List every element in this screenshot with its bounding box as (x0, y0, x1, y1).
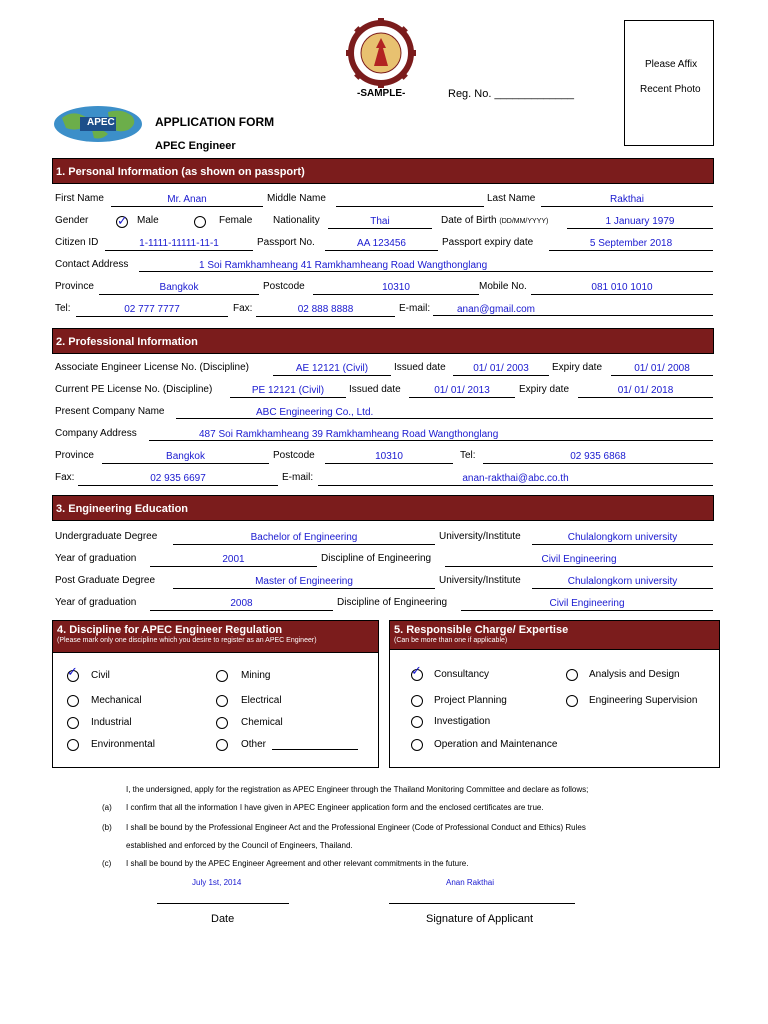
passport-field[interactable]: AA 123456 (325, 237, 438, 251)
declaration-intro: I, the undersigned, apply for the registration as APEC Engineer through the Thailand Monitoring Committee and declare as follows; (126, 785, 589, 794)
province-label: Province (55, 281, 94, 292)
pg-discipline-label: Discipline of Engineering (337, 597, 448, 608)
ug-uni-label: University/Institute (439, 531, 521, 542)
company-email-label: E-mail: (282, 472, 314, 483)
fax-label: Fax: (233, 303, 253, 314)
nationality-label: Nationality (273, 215, 320, 226)
ug-degree-field[interactable]: Bachelor of Engineering (173, 531, 435, 545)
assoc-license-field[interactable]: AE 12121 (Civil) (273, 362, 391, 376)
declaration-b-mark: (b) (102, 823, 112, 832)
pe-expiry-field[interactable]: 01/ 01/ 2018 (578, 384, 713, 398)
section5-note: (Can be more than one if applicable) (394, 637, 508, 644)
expertise-consultancy-label: Consultancy (434, 669, 490, 680)
pg-uni-label: University/Institute (439, 575, 521, 586)
pe-expiry-label: Expiry date (519, 384, 570, 395)
seal-logo (346, 18, 416, 88)
gender-female-radio[interactable] (194, 216, 206, 228)
apec-logo-text: APEC (87, 117, 115, 128)
last-name-label: Last Name (487, 193, 536, 204)
pe-license-field[interactable]: PE 12121 (Civil) (230, 384, 346, 398)
gender-male-label: Male (137, 215, 159, 226)
pe-issued-field[interactable]: 01/ 01/ 2013 (409, 384, 515, 398)
section5-header (389, 620, 720, 650)
pg-degree-field[interactable]: Master of Engineering (173, 575, 435, 589)
assoc-license-label: Associate Engineer License No. (Discipline) (55, 362, 249, 373)
ug-year-label: Year of graduation (55, 553, 137, 564)
section4-note: (Please mark only one discipline which you desire to register as an APEC Engineer) (57, 637, 317, 644)
company-email-field[interactable]: anan-rakthai@abc.co.th (318, 472, 713, 486)
email-label: E-mail: (399, 303, 431, 314)
ug-discipline-field[interactable]: Civil Engineering (445, 553, 713, 567)
expertise-analysis-label: Analysis and Design (589, 669, 680, 680)
company-province-field[interactable]: Bangkok (102, 450, 269, 464)
pe-license-label: Current PE License No. (Discipline) (55, 384, 213, 395)
address-field[interactable]: 1 Soi Ramkhamheang 41 Ramkhamheang Road Wangthonglang (139, 259, 713, 272)
mobile-label: Mobile No. (479, 281, 527, 292)
expertise-investigation-label: Investigation (434, 716, 491, 727)
company-postcode-label: Postcode (273, 450, 315, 461)
gender-label: Gender (55, 215, 89, 226)
date-value[interactable]: July 1st, 2014 (192, 878, 242, 887)
assoc-issued-label: Issued date (394, 362, 446, 373)
pg-year-field[interactable]: 2008 (150, 597, 333, 611)
expertise-supervision-label: Engineering Supervision (589, 695, 698, 706)
passport-expiry-field[interactable]: 5 September 2018 (549, 237, 713, 251)
discipline-civil-label: Civil (91, 670, 110, 681)
email-field[interactable]: anan@gmail.com (433, 303, 713, 316)
pg-degree-label: Post Graduate Degree (55, 575, 156, 586)
discipline-other-radio[interactable] (216, 739, 228, 751)
nationality-field[interactable]: Thai (328, 215, 432, 229)
declaration-c-mark: (c) (102, 859, 112, 868)
discipline-civil-check-icon: ✓ (67, 664, 78, 679)
fax-field[interactable]: 02 888 8888 (256, 303, 395, 317)
postcode-field[interactable]: 10310 (313, 281, 479, 295)
tel-label: Tel: (55, 303, 71, 314)
expertise-operation-checkbox[interactable] (411, 739, 423, 751)
province-field[interactable]: Bangkok (99, 281, 259, 295)
date-line (157, 903, 289, 904)
reg-no-label: Reg. No. _____________ (448, 88, 574, 100)
company-address-field[interactable]: 487 Soi Ramkhamheang 39 Ramkhamheang Road Wangthonglang (149, 428, 713, 441)
discipline-industrial-radio[interactable] (67, 717, 79, 729)
middle-name-field[interactable] (336, 193, 484, 207)
signature-value[interactable]: Anan Rakthai (446, 878, 495, 887)
company-address-label: Company Address (55, 428, 137, 439)
address-label: Contact Address (55, 259, 129, 270)
ug-discipline-label: Discipline of Engineering (321, 553, 432, 564)
assoc-expiry-label: Expiry date (552, 362, 603, 373)
date-label: Date (211, 913, 235, 925)
signature-line (389, 903, 575, 904)
declaration-b-text2: established and enforced by the Council of Engineers, Thailand. (126, 841, 353, 850)
company-tel-label: Tel: (460, 450, 476, 461)
discipline-industrial-label: Industrial (91, 717, 132, 728)
section3-header: 3. Engineering Education (52, 495, 714, 521)
discipline-mechanical-radio[interactable] (67, 695, 79, 707)
photo-box (624, 20, 714, 146)
pg-discipline-field[interactable]: Civil Engineering (461, 597, 713, 611)
discipline-mechanical-label: Mechanical (91, 695, 142, 706)
company-name-label: Present Company Name (55, 406, 165, 417)
discipline-mining-label: Mining (241, 670, 271, 681)
expertise-planning-checkbox[interactable] (411, 695, 423, 707)
dob-field[interactable]: 1 January 1979 (567, 215, 713, 229)
gender-female-label: Female (219, 215, 253, 226)
citizen-id-label: Citizen ID (55, 237, 99, 248)
section4-header (52, 620, 379, 653)
form-subtitle: APEC Engineer (155, 140, 236, 152)
expertise-operation-label: Operation and Maintenance (434, 739, 558, 750)
assoc-issued-field[interactable]: 01/ 01/ 2003 (453, 362, 549, 376)
pg-uni-field[interactable]: Chulalongkorn university (532, 575, 713, 589)
signature-label: Signature of Applicant (426, 913, 534, 925)
company-fax-label: Fax: (55, 472, 75, 483)
last-name-field[interactable]: Rakthai (541, 193, 713, 207)
discipline-chemical-label: Chemical (241, 717, 283, 728)
ug-degree-label: Undergraduate Degree (55, 531, 158, 542)
apec-logo (52, 104, 144, 144)
discipline-electrical-label: Electrical (241, 695, 282, 706)
middle-name-label: Middle Name (267, 193, 326, 204)
section2-header: 2. Professional Information (52, 328, 714, 354)
pg-year-label: Year of graduation (55, 597, 137, 608)
passport-label: Passport No. (257, 237, 315, 248)
dob-label: Date of Birth (DD/MM/YYYY) (441, 215, 549, 226)
declaration-c-text: I shall be bound by the APEC Engineer Agreement and other relevant commitments in the future. (126, 859, 469, 868)
declaration-a-mark: (a) (102, 803, 112, 812)
section5-title: 5. Responsible Charge/ Expertise (394, 624, 569, 636)
citizen-id-field[interactable]: 1-1111-11111-11-1 (105, 237, 253, 251)
ug-year-field[interactable]: 2001 (150, 553, 317, 567)
ug-uni-field[interactable]: Chulalongkorn university (532, 531, 713, 545)
discipline-other-label: Other (241, 739, 267, 750)
declaration-b-text: I shall be bound by the Professional Engineer Act and the Professional Engineer (Code of Professional Conduct and Ethics) Rules (126, 823, 586, 832)
form-title: APPLICATION FORM (155, 115, 275, 129)
discipline-chemical-radio[interactable] (216, 717, 228, 729)
tel-field[interactable]: 02 777 7777 (76, 303, 228, 317)
first-name-label: First Name (55, 193, 104, 204)
sample-label: -SAMPLE- (357, 88, 406, 99)
first-name-field[interactable]: Mr. Anan (111, 193, 263, 207)
section4-title: 4. Discipline for APEC Engineer Regulation (57, 624, 283, 636)
pe-issued-label: Issued date (349, 384, 401, 395)
gender-male-check-icon: ✓ (117, 213, 128, 228)
expertise-planning-label: Project Planning (434, 695, 507, 706)
company-province-label: Province (55, 450, 94, 461)
company-postcode-field[interactable]: 10310 (325, 450, 453, 464)
photo-line1: Please Affix (645, 59, 698, 70)
mobile-field[interactable]: 081 010 1010 (531, 281, 713, 295)
company-tel-field[interactable]: 02 935 6868 (483, 450, 713, 464)
expertise-consultancy-check-icon: ✓ (411, 663, 422, 678)
expertise-analysis-checkbox[interactable] (566, 669, 578, 681)
postcode-label: Postcode (263, 281, 305, 292)
discipline-other-field[interactable] (272, 749, 358, 750)
discipline-electrical-radio[interactable] (216, 695, 228, 707)
discipline-mining-radio[interactable] (216, 670, 228, 682)
expertise-investigation-checkbox[interactable] (411, 716, 423, 728)
declaration-a-text: I confirm that all the information I have given in APEC Engineer application form and the enclosed certificates are true. (126, 803, 544, 812)
company-name-field[interactable]: ABC Engineering Co., Ltd. (176, 406, 713, 419)
company-fax-field[interactable]: 02 935 6697 (78, 472, 278, 486)
photo-line2: Recent Photo (640, 84, 701, 95)
assoc-expiry-field[interactable]: 01/ 01/ 2008 (611, 362, 713, 376)
passport-expiry-label: Passport expiry date (442, 237, 534, 248)
discipline-environmental-radio[interactable] (67, 739, 79, 751)
expertise-supervision-checkbox[interactable] (566, 695, 578, 707)
section1-header: 1. Personal Information (as shown on passport) (52, 158, 714, 184)
discipline-environmental-label: Environmental (91, 739, 155, 750)
